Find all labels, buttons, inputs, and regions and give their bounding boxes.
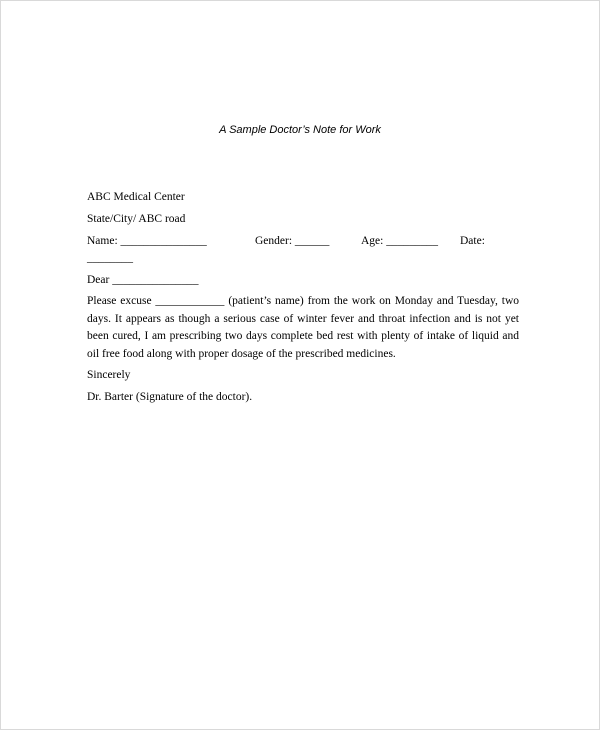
signature-line: Dr. Barter (Signature of the doctor). <box>87 391 253 403</box>
date-field-blank: ________ <box>87 252 133 264</box>
name-field: Name: _______________ <box>87 235 207 247</box>
center-address: State/City/ ABC road <box>87 213 186 225</box>
medical-center-name: ABC Medical Center <box>87 191 185 203</box>
salutation: Dear _______________ <box>87 274 199 286</box>
date-field: Date: <box>460 235 485 247</box>
closing: Sincerely <box>87 369 131 381</box>
body-paragraph: Please excuse ____________ (patient’s name) from the work on Monday and Tuesday, two days. It appears as though a serious case of winter fever and throat infection and is not yet been cured, I am prescribing two days complete bed rest with plenty of intake of liquid and oil free food along with proper dosage of the prescribed medicines. <box>87 295 519 360</box>
age-field: Age: _________ <box>361 235 438 247</box>
document-title: A Sample Doctor’s Note for Work <box>219 124 381 136</box>
gender-field: Gender: ______ <box>255 235 330 247</box>
